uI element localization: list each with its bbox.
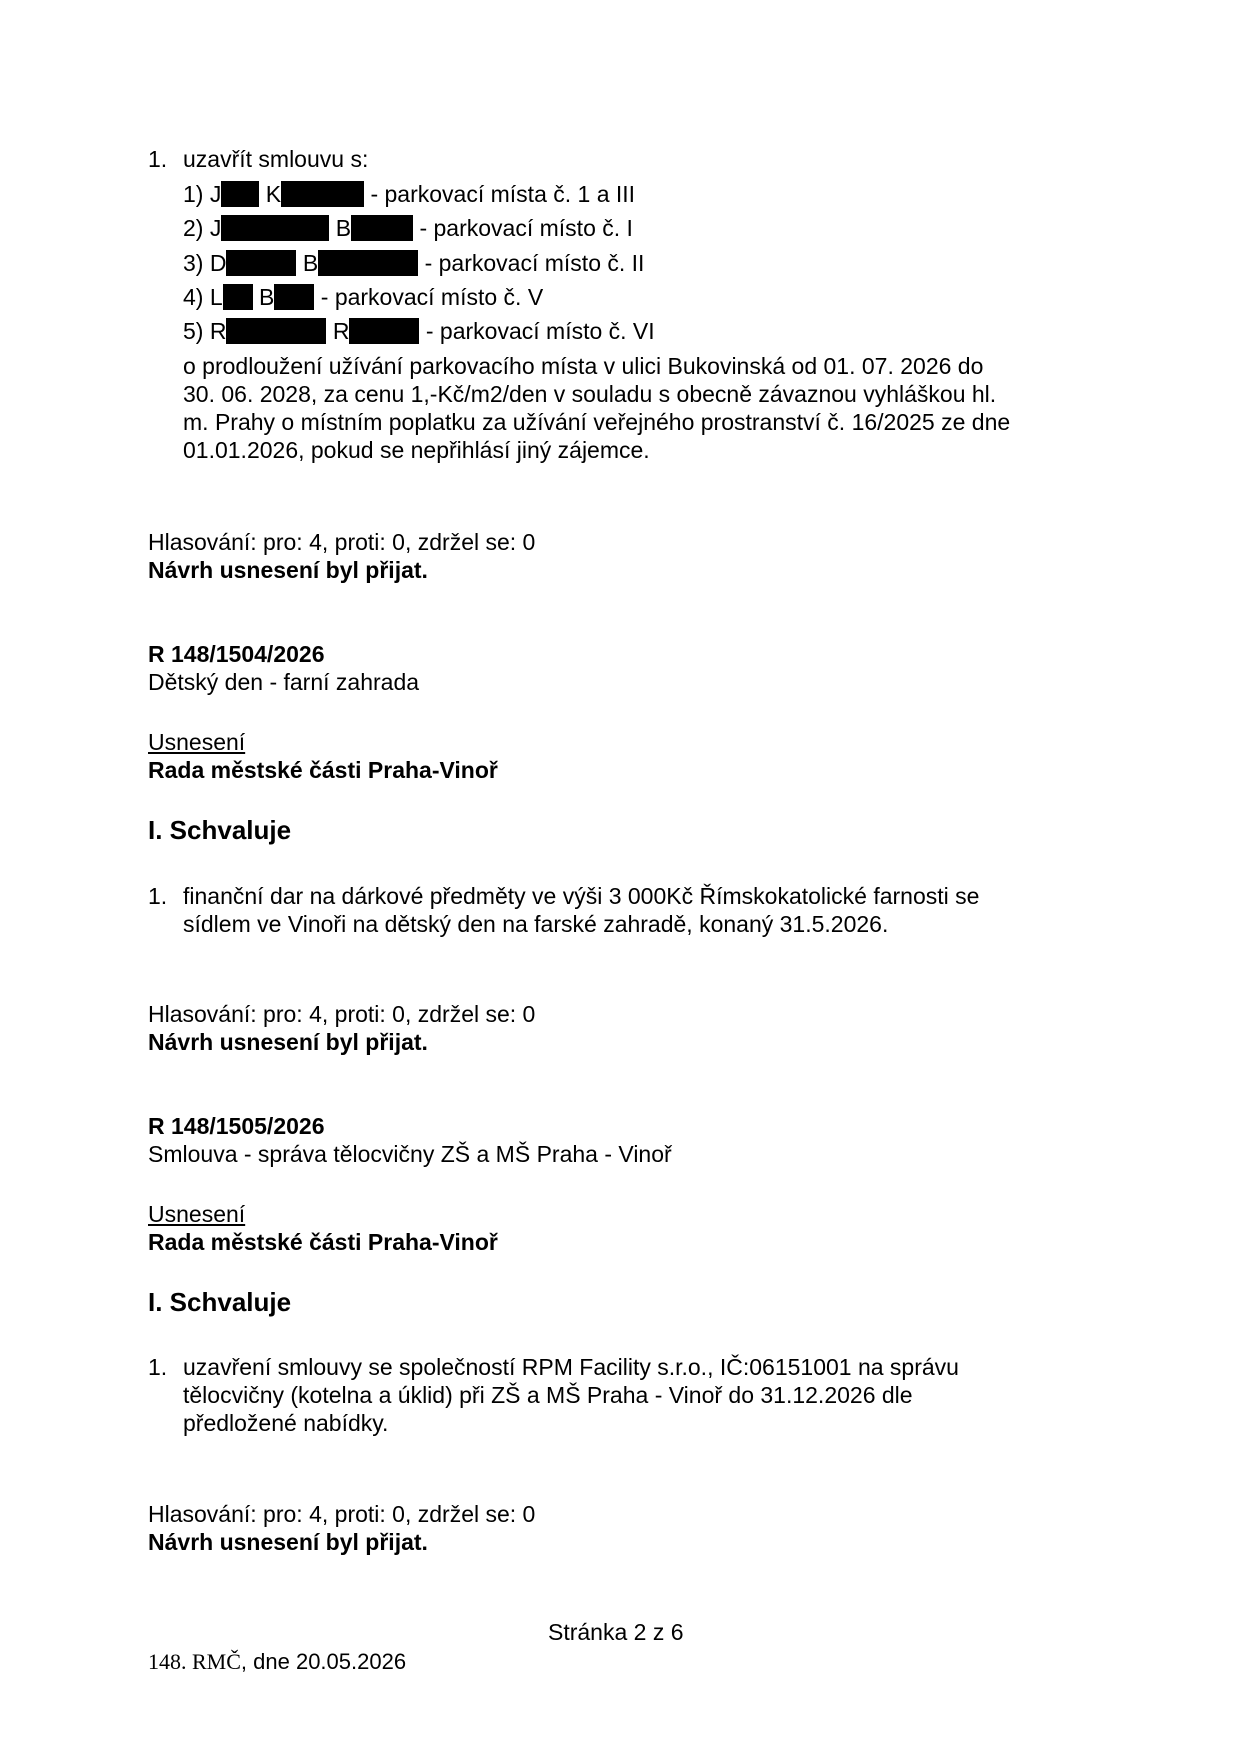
contract-number: 4) [183,284,204,310]
item-line: uzavření smlouvy se společností RPM Facility s.r.o., IČ:06151001 na správu [183,1354,959,1380]
contract-text: - parkovací místa č. 1 a III [370,181,636,207]
meeting-date [148,1648,406,1676]
item-line: předložené nabídky. [183,1410,389,1436]
paragraph-line: o prodloužení užívání parkovacího místa v ulici Bukovinská od 01. 07. 2026 do [183,353,984,379]
resolution-status: Návrh usnesení byl přijat. [148,1529,428,1555]
name-initial: L [209,284,223,310]
redaction-box [226,318,326,344]
page-number: Stránka 2 z 6 [548,1619,684,1645]
item-line: finanční dar na dárkové předměty ve výši 3 000Kč Římskokatolické farnosti se [183,883,980,909]
name-initial: B [259,284,275,310]
item-number: 1. [148,1354,168,1380]
council-name: Rada městské části Praha-Vinoř [148,757,498,783]
contract-text: - parkovací místo č. VI [425,318,655,344]
redaction-box [318,250,418,276]
resolution-code: R 148/1505/2026 [148,1113,325,1139]
item-number: 1. [148,883,168,909]
item-line: tělocvičny (kotelna a úklid) při ZŠ a MŠ Praha - Vinoř do 31.12.2026 dle [183,1382,913,1408]
contract-number: 2) [183,215,204,241]
redaction-box [281,181,364,207]
name-initial: J [209,181,222,207]
contract-number: 3) [183,250,204,276]
vote-result: Hlasování: pro: 4, proti: 0, zdržel se: 0 [148,1501,536,1527]
redaction-box [223,284,253,310]
item-number: 1. [148,146,168,172]
name-initial: B [302,250,319,276]
contract-text: - parkovací místo č. V [320,284,544,310]
redaction-box [226,250,296,276]
contract-text: - parkovací místo č. I [419,215,633,241]
redaction-box [274,284,314,310]
usneseni-label: Usnesení [148,729,246,755]
contract-row [183,180,635,208]
redaction-box [221,215,329,241]
resolution-status: Návrh usnesení byl přijat. [148,1029,428,1055]
name-initial: K [265,181,282,207]
item-text: uzavřít smlouvu s: [183,146,369,172]
meeting-date-text: , dne 20.05.2026 [240,1649,407,1674]
resolution-title: Dětský den - farní zahrada [148,669,420,695]
contract-number: 5) [183,318,204,344]
section-heading: I. Schvaluje [148,1287,292,1317]
redaction-box [221,181,259,207]
resolution-code: R 148/1504/2026 [148,641,325,667]
item-line: sídlem ve Vinoři na dětský den na farské zahradě, konaný 31.5.2026. [183,911,889,937]
contract-row [183,249,644,277]
resolution-title: Smlouva - správa tělocvičny ZŠ a MŠ Praha - Vinoř [148,1141,672,1167]
contract-row [183,283,543,311]
usneseni-label: Usnesení [148,1201,246,1227]
paragraph-line: m. Prahy o místním poplatku za užívání veřejného prostranství č. 16/2025 ze dne [183,409,1011,435]
contract-row [183,214,633,242]
contract-text: - parkovací místo č. II [424,250,645,276]
contract-row [183,317,655,345]
resolution-status: Návrh usnesení byl přijat. [148,557,428,583]
name-initial: B [335,215,352,241]
name-initial: R [209,318,227,344]
council-name: Rada městské části Praha-Vinoř [148,1229,498,1255]
paragraph-line: 01.01.2026, pokud se nepřihlásí jiný zájemce. [183,437,650,463]
redaction-box [351,215,413,241]
redaction-box [349,318,419,344]
name-initial: D [209,250,227,276]
meeting-code: 148. RMČ [148,1649,241,1674]
name-initial: R [332,318,350,344]
contract-number: 1) [183,181,204,207]
section-heading: I. Schvaluje [148,815,292,845]
vote-result: Hlasování: pro: 4, proti: 0, zdržel se: 0 [148,529,536,555]
vote-result: Hlasování: pro: 4, proti: 0, zdržel se: 0 [148,1001,536,1027]
paragraph-line: 30. 06. 2028, za cenu 1,-Kč/m2/den v souladu s obecně závaznou vyhláškou hl. [183,381,997,407]
name-initial: J [209,215,222,241]
